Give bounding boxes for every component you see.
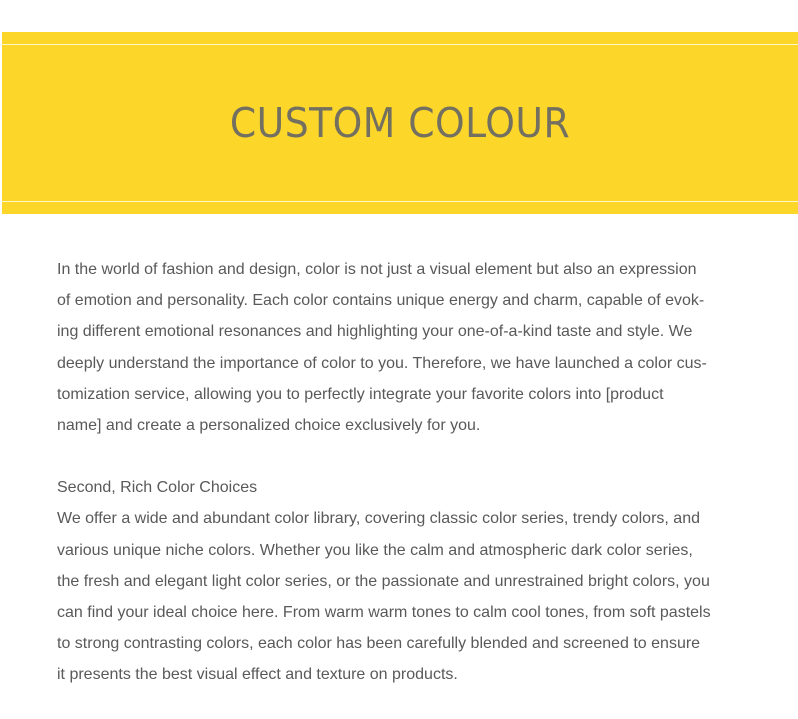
- banner-top-rule: [2, 44, 798, 45]
- banner-bottom-rule: [2, 201, 798, 202]
- section-line: various unique niche colors. Whether you like the calm and atmospheric dark color series,: [57, 541, 693, 559]
- intro-paragraph: [57, 254, 747, 441]
- section-line: can find your ideal choice here. From warm warm tones to calm cool tones, from soft pastels: [57, 604, 711, 622]
- section-paragraph: [57, 503, 747, 690]
- header-banner: [2, 32, 798, 214]
- section-line: the fresh and elegant light color series, or the passionate and unrestrained bright colors, you: [57, 572, 710, 590]
- intro-line: ing different emotional resonances and highlighting your one-of-a-kind taste and style. We: [57, 323, 693, 341]
- intro-line: name] and create a personalized choice exclusively for you.: [57, 417, 481, 435]
- section-line: it presents the best visual effect and texture on products.: [57, 666, 458, 684]
- page-title: CUSTOM COLOUR: [229, 99, 571, 147]
- intro-line: In the world of fashion and design, color is not just a visual element but also an expression: [57, 261, 697, 278]
- section-heading: Second, Rich Color Choices: [57, 479, 258, 497]
- intro-line: deeply understand the importance of color to you. Therefore, we have launched a color cus-: [57, 354, 707, 372]
- intro-line: tomization service, allowing you to perfectly integrate your favorite colors into [product: [57, 385, 664, 403]
- section-line: We offer a wide and abundant color library, covering classic color series, trendy colors, and: [57, 510, 700, 528]
- paragraph-spacer: [57, 441, 747, 472]
- intro-line: of emotion and personality. Each color contains unique energy and charm, capable of evok-: [57, 292, 705, 310]
- article-body: [57, 254, 747, 691]
- section-line: to strong contrasting colors, each color has been carefully blended and screened to ensure: [57, 635, 701, 653]
